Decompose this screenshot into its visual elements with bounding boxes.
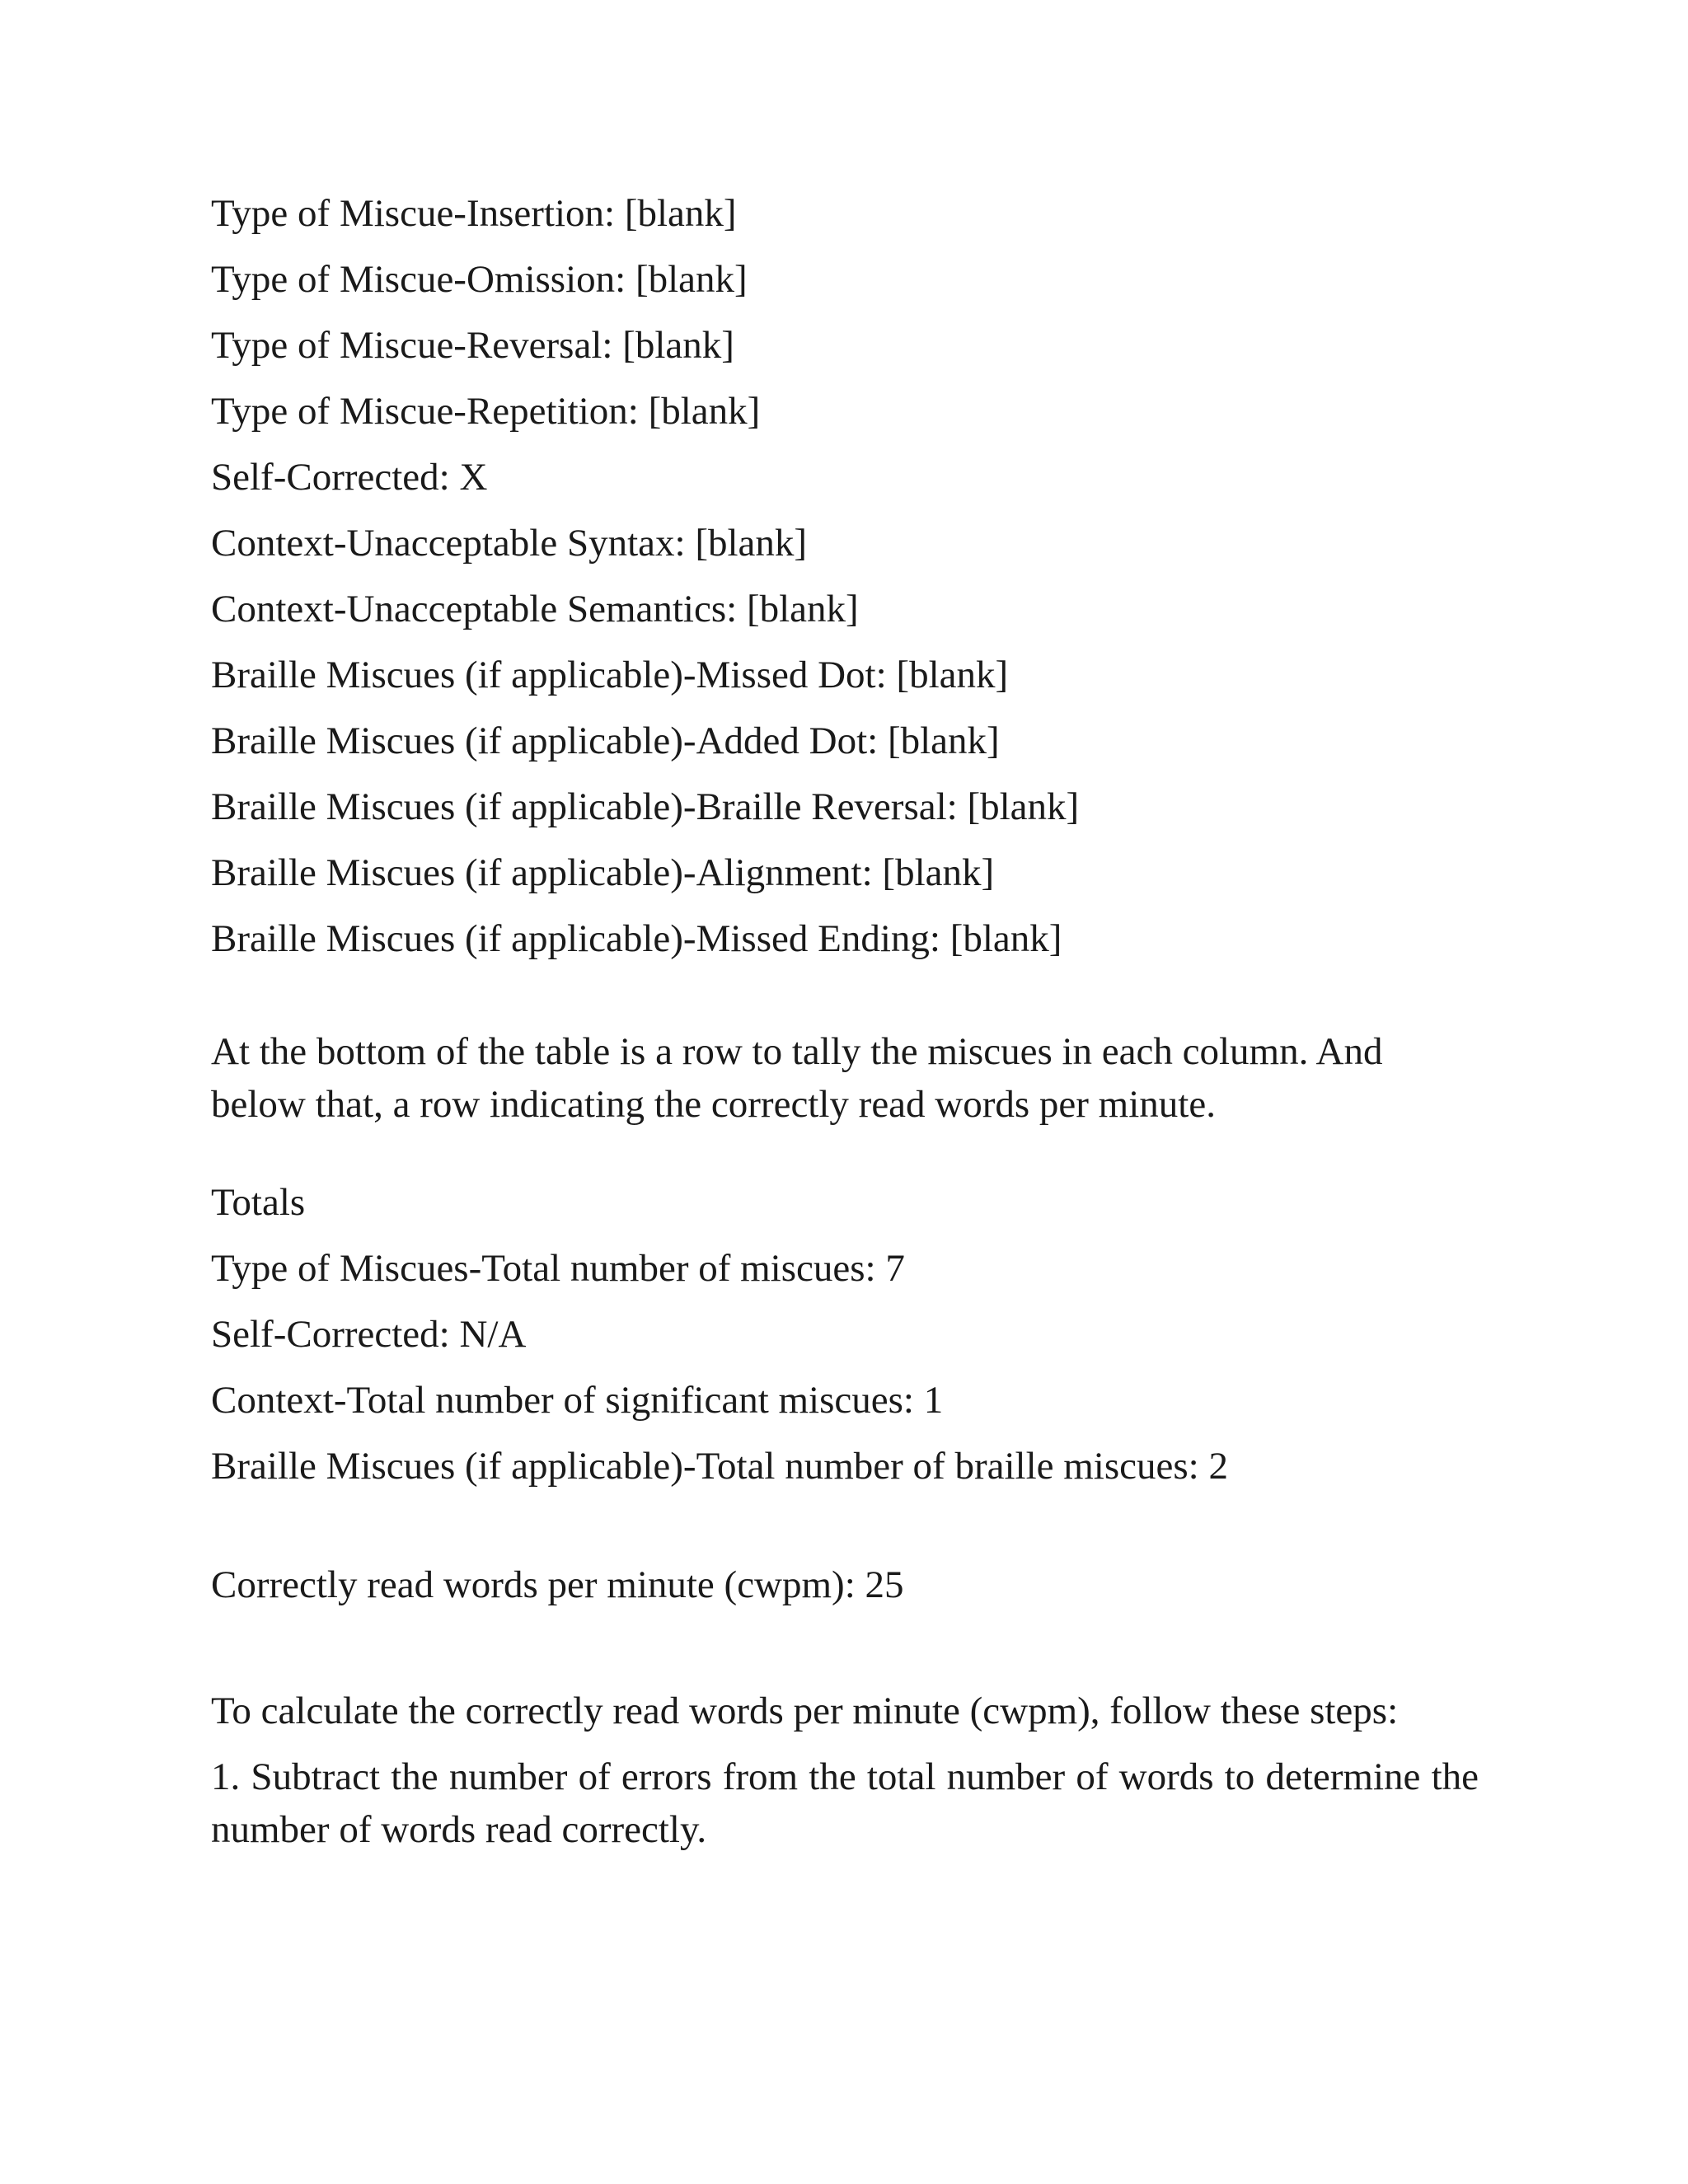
totals-section [211, 1183, 1479, 1513]
miscue-type-line: Context-Unacceptable Semantics: [blank] [211, 588, 859, 630]
totals-line: Context-Total number of significant miscues: 1 [211, 1379, 944, 1422]
document-page [211, 194, 1479, 1856]
cwpm-line: Correctly read words per minute (cwpm): 25 [211, 1563, 904, 1606]
calculation-step-1: 1. Subtract the number of errors from the total number of words to determine the number of words read correctly. [211, 1755, 1479, 1851]
miscue-type-line: Braille Miscues (if applicable)-Alignment: [blank] [211, 851, 995, 894]
calculation-intro-paragraph: To calculate the correctly read words per minute (cwpm), follow these steps: [211, 1690, 1399, 1732]
miscue-type-line: Braille Miscues (if applicable)-Braille Reversal: [blank] [211, 785, 1080, 828]
miscue-type-line: Braille Miscues (if applicable)-Missed Dot: [blank] [211, 654, 1009, 696]
miscue-type-line: Type of Miscue-Repetition: [blank] [211, 390, 761, 433]
totals-line: Braille Miscues (if applicable)-Total number of braille miscues: 2 [211, 1445, 1228, 1488]
miscue-type-line: Type of Miscue-Insertion: [blank] [211, 192, 737, 235]
totals-line: Self-Corrected: N/A [211, 1313, 527, 1356]
miscue-type-line: Braille Miscues (if applicable)-Added Dot: [blank] [211, 719, 1000, 762]
miscue-type-list [211, 194, 1479, 986]
totals-line: Type of Miscues-Total number of miscues: 7 [211, 1247, 905, 1290]
table-note-paragraph: At the bottom of the table is a row to tally the miscues in each column. And below that, a row indicating the correctly read words per minute. [211, 1030, 1383, 1126]
miscue-type-line: Braille Miscues (if applicable)-Missed Ending: [blank] [211, 917, 1062, 960]
miscue-type-line: Type of Miscue-Reversal: [blank] [211, 324, 734, 367]
miscue-type-line: Context-Unacceptable Syntax: [blank] [211, 522, 808, 565]
miscue-type-line: Self-Corrected: X [211, 456, 488, 499]
totals-heading: Totals [211, 1181, 306, 1224]
miscue-type-line: Type of Miscue-Omission: [blank] [211, 258, 748, 301]
